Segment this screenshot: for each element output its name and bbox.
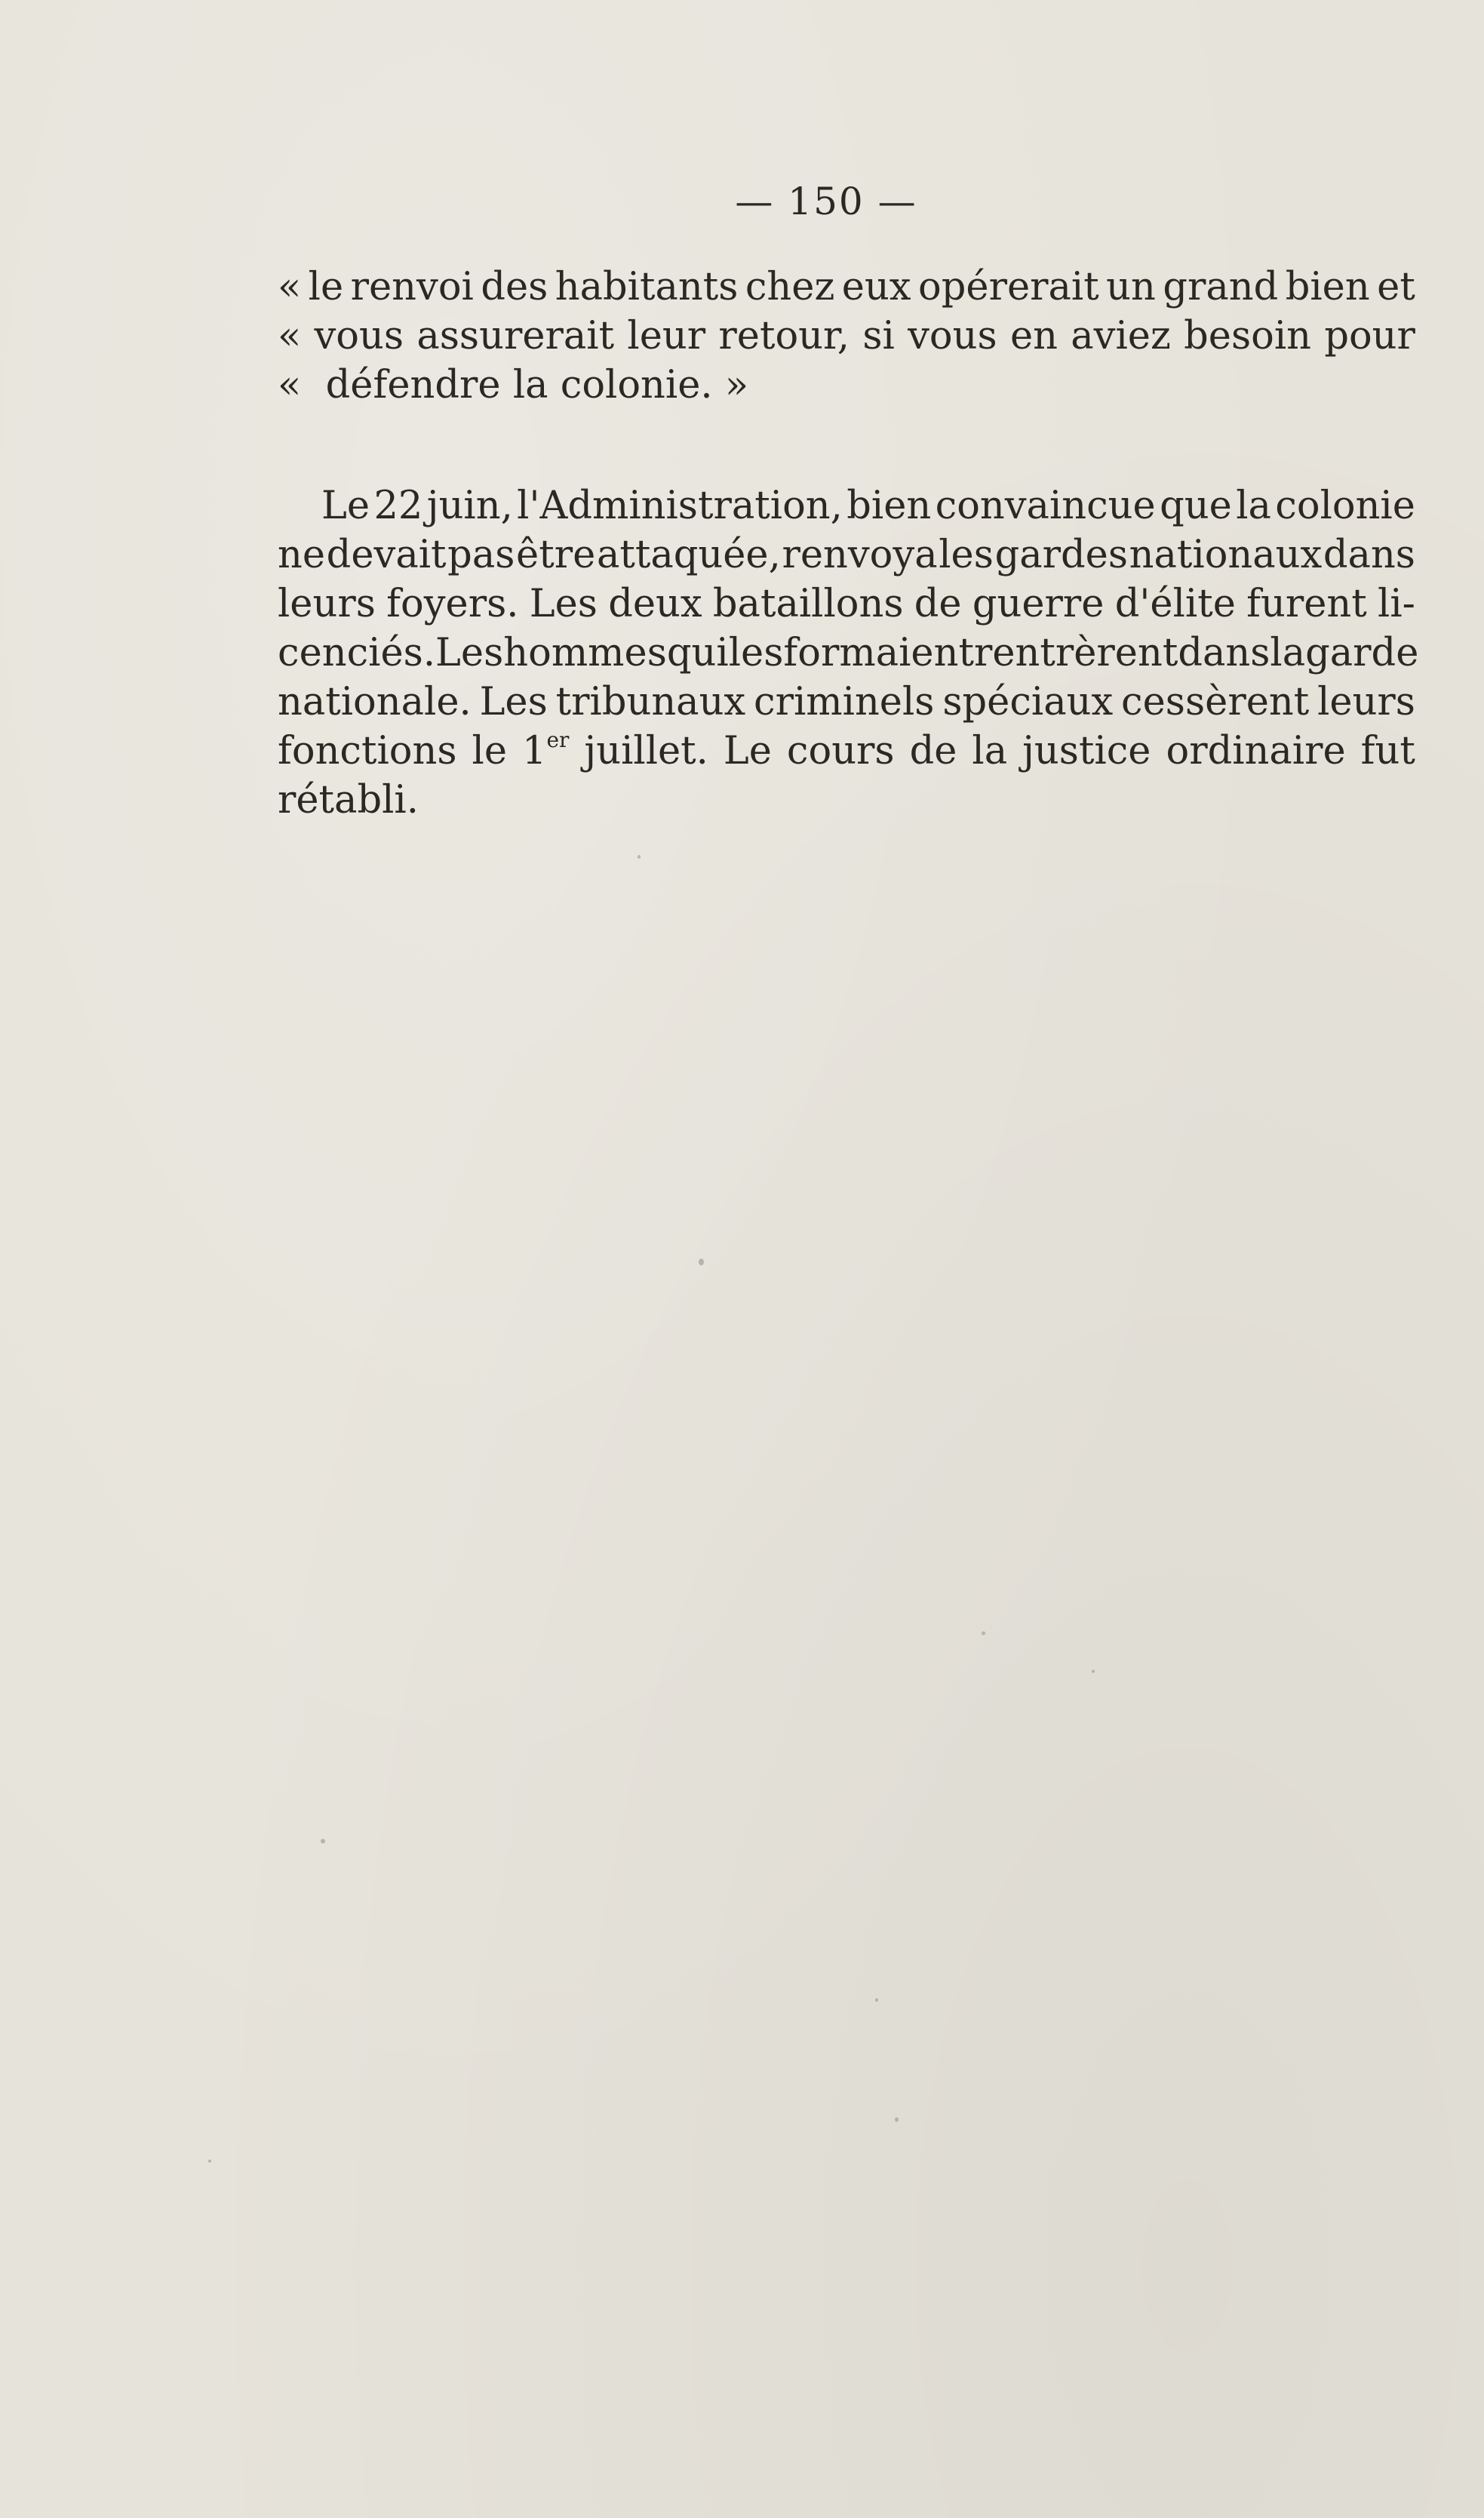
word: en	[1009, 314, 1058, 358]
paper-speck	[895, 2117, 899, 2122]
word: renvoya	[782, 533, 938, 577]
word: formaient	[783, 631, 974, 675]
word: guerre	[972, 582, 1105, 626]
word: le	[308, 265, 344, 309]
word: les	[939, 533, 994, 577]
word: deux	[608, 582, 702, 626]
word: attaquée,	[596, 533, 781, 577]
superscript: er	[546, 727, 570, 752]
word: cours	[786, 729, 895, 773]
word: l'Administration,	[517, 484, 843, 528]
word: colonie	[1275, 484, 1415, 528]
word: cessèrent	[1121, 680, 1310, 724]
word: leurs	[278, 582, 376, 626]
page-number: — 150 —	[735, 180, 917, 223]
word: garde	[1305, 631, 1419, 675]
word-with-superscript	[522, 727, 569, 776]
word: les	[728, 631, 784, 675]
text-line	[278, 361, 1415, 410]
word: et	[1377, 265, 1415, 309]
word: chez	[745, 265, 835, 309]
word: vous	[314, 314, 404, 358]
text-line	[278, 629, 1419, 678]
word: pour	[1324, 314, 1415, 358]
paper-speck	[638, 855, 641, 859]
word: fut	[1360, 729, 1415, 773]
word: bien	[846, 484, 932, 528]
word: renvoi	[350, 265, 474, 309]
word: «	[278, 314, 302, 358]
word: Les	[529, 582, 598, 626]
word: habitants	[555, 265, 739, 309]
word: Les	[479, 680, 548, 724]
word: hommes	[503, 631, 667, 675]
word: bataillons	[712, 582, 904, 626]
word: que	[1160, 484, 1232, 528]
word: ordinaire	[1166, 729, 1346, 773]
word: Le	[321, 484, 370, 528]
quoted-passage	[278, 263, 1415, 410]
text-line	[278, 263, 1415, 312]
word: la	[1236, 484, 1271, 528]
word: retour,	[718, 314, 850, 358]
word: justice	[1022, 729, 1151, 773]
word: gardes	[994, 533, 1128, 577]
word: foyers.	[386, 582, 519, 626]
word: besoin	[1184, 314, 1312, 358]
word: rétabli.	[278, 778, 419, 822]
word: le	[472, 729, 508, 773]
word: leurs	[1317, 680, 1415, 724]
word: la	[972, 729, 1008, 773]
word: «	[278, 265, 302, 309]
word: eux	[841, 265, 911, 309]
word: dans	[1178, 631, 1270, 675]
word: aviez	[1071, 314, 1171, 358]
word: li-	[1378, 582, 1415, 626]
word: 22	[373, 484, 423, 528]
word: furent	[1246, 582, 1367, 626]
word: dans	[1323, 533, 1415, 577]
word: assurerait	[416, 314, 615, 358]
text-line	[278, 580, 1415, 629]
word: si	[862, 314, 895, 358]
word: des	[481, 265, 548, 309]
word: fonctions	[278, 729, 457, 773]
word: défendre	[325, 363, 501, 407]
paper-speck	[208, 2160, 211, 2163]
word: la	[1270, 631, 1306, 675]
word: bien	[1285, 265, 1370, 309]
paper-speck	[982, 1631, 985, 1635]
word: juin,	[426, 484, 513, 528]
word: juillet.	[584, 729, 708, 773]
word: cenciés.	[278, 631, 436, 675]
text-line	[278, 481, 1415, 530]
word: un	[1106, 265, 1156, 309]
word: de	[914, 582, 962, 626]
paper-speck	[321, 1839, 325, 1843]
word: tribunaux	[555, 680, 746, 724]
word: pas	[447, 533, 515, 577]
word: nationale.	[278, 680, 472, 724]
word: ne	[278, 533, 326, 577]
word: convaincue	[935, 484, 1156, 528]
word: colonie.	[560, 363, 713, 407]
paper-speck	[1092, 1670, 1095, 1673]
word: grand	[1163, 265, 1279, 309]
word: vous	[908, 314, 997, 358]
word: devait	[326, 533, 447, 577]
paragraph	[278, 481, 1419, 825]
text-line	[278, 678, 1415, 727]
text-line	[278, 776, 1415, 825]
word: leur	[627, 314, 706, 358]
word: »	[724, 363, 749, 407]
word: qui	[666, 631, 729, 675]
paper-speck	[699, 1259, 704, 1265]
word: Le	[723, 729, 772, 773]
word: rentrèrent	[973, 631, 1178, 675]
paper-speck	[875, 1998, 878, 2002]
word: de	[909, 729, 957, 773]
word: 1	[522, 729, 547, 773]
word: d'élite	[1114, 582, 1236, 626]
word: Les	[435, 631, 504, 675]
word: criminels	[754, 680, 935, 724]
word: spéciaux	[942, 680, 1114, 724]
word: «	[278, 363, 302, 407]
word: être	[516, 533, 596, 577]
word: opérerait	[918, 265, 1099, 309]
text-line	[278, 530, 1415, 580]
text-line	[278, 312, 1415, 361]
word: la	[512, 363, 548, 407]
word: nationaux	[1129, 533, 1323, 577]
text-line	[278, 727, 1415, 776]
